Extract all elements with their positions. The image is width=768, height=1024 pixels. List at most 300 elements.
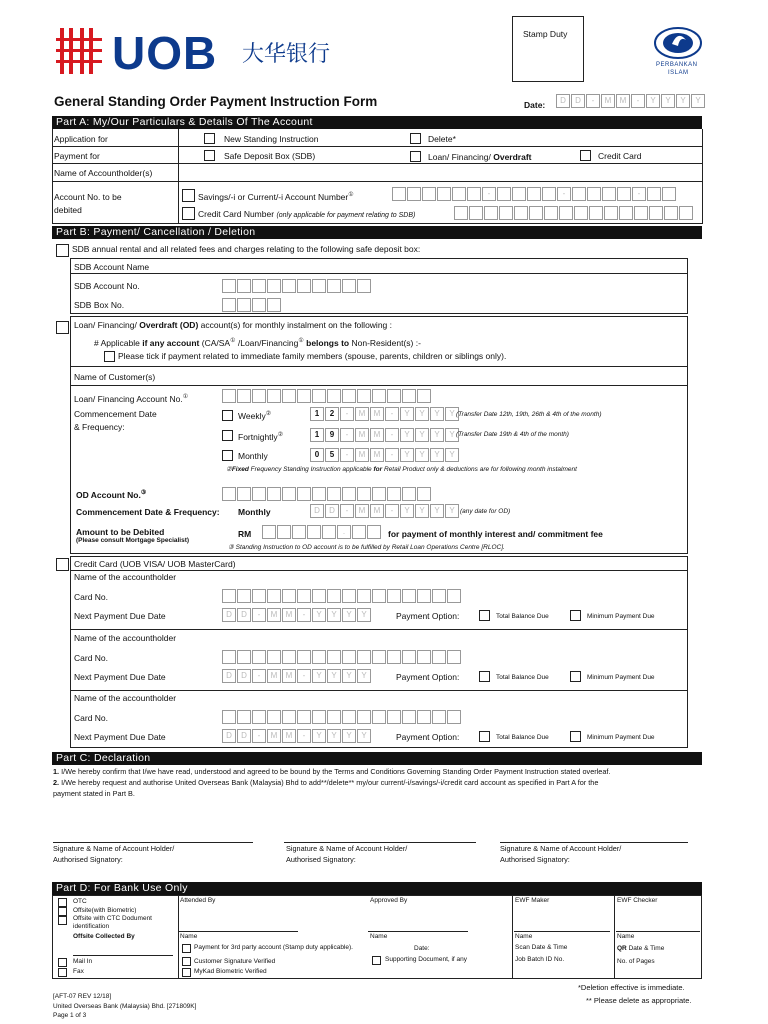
digit-cell[interactable]: Y [430,428,444,442]
digit-cell[interactable]: D [237,729,251,743]
savings-current-checkbox[interactable] [182,189,195,202]
stamp-duty-label: Stamp Duty [523,29,568,39]
digit-cell[interactable]: M [355,428,369,442]
digit-cell[interactable]: M [267,608,281,622]
digit-cell[interactable]: M [601,94,615,108]
digit-cell[interactable]: D [325,504,339,518]
digit-cell[interactable] [454,206,468,220]
digit-cell[interactable] [602,187,616,201]
loan-checkbox[interactable] [410,151,421,162]
card-no-input[interactable] [222,710,462,724]
digit-cell[interactable]: Y [646,94,660,108]
perbankan-text: PERBANKAN [656,62,698,68]
digit-cell[interactable] [252,279,266,293]
account-no-label-2: debited [54,205,82,215]
digit-cell[interactable] [447,589,461,603]
page-number: Page 1 of 3 [53,1012,87,1019]
digit-cell[interactable] [484,206,498,220]
sdb-intro: SDB annual rental and all related fees and charges relating to the following safe deposit box: [72,244,421,254]
digit-cell[interactable] [357,389,371,403]
od-monthly-label: Monthly [238,507,271,517]
digit-cell[interactable] [297,487,311,501]
digit-cell[interactable] [544,206,558,220]
amount-input[interactable]: . [262,525,382,539]
digit-cell[interactable] [277,525,291,539]
digit-cell[interactable]: D [222,669,236,683]
digit-cell[interactable] [252,710,266,724]
digit-cell[interactable] [222,298,236,312]
digit-cell[interactable] [662,187,676,201]
account-no-label-1: Account No. to be [54,192,122,202]
digit-cell[interactable]: Y [312,669,326,683]
digit-cell[interactable] [327,650,341,664]
digit-cell[interactable] [327,389,341,403]
digit-cell[interactable] [237,279,251,293]
digit-cell[interactable] [282,650,296,664]
total-balance-checkbox[interactable] [479,731,490,742]
digit-cell[interactable] [402,487,416,501]
credit-card-number-input[interactable] [454,206,694,220]
digit-cell[interactable] [529,206,543,220]
digit-cell[interactable] [297,589,311,603]
next-due-input[interactable]: D D - M M - Y Y Y Y [222,669,372,683]
digit-cell[interactable] [422,187,436,201]
savings-account-input[interactable]: - - - [392,187,677,201]
digit-cell[interactable] [342,650,356,664]
digit-cell[interactable] [447,710,461,724]
digit-cell[interactable] [237,710,251,724]
digit-cell[interactable] [417,710,431,724]
digit-cell[interactable]: Y [312,729,326,743]
sdb-account-no-input[interactable] [222,279,372,293]
fortnightly-date-input[interactable]: 1 9 - M M - Y Y Y Y [310,428,460,442]
digit-cell[interactable]: M [370,448,384,462]
digit-cell[interactable] [407,187,421,201]
digit-cell[interactable]: Y [342,608,356,622]
digit-cell[interactable] [222,487,236,501]
digit-cell[interactable] [312,650,326,664]
digit-cell[interactable]: Y [415,428,429,442]
card-no-input[interactable] [222,589,462,603]
fortnightly-label: Fortnightly② [238,431,284,442]
digit-cell[interactable] [497,187,511,201]
digit-cell[interactable] [267,487,281,501]
digit-cell[interactable]: Y [327,729,341,743]
otc-checkbox[interactable] [58,898,67,907]
digit-cell[interactable] [372,589,386,603]
digit-cell[interactable]: Y [357,669,371,683]
digit-cell[interactable]: M [282,669,296,683]
loan-account-no-label: Loan/ Financing Account No.① [74,393,189,404]
date-input[interactable]: D D - M M - Y Y Y Y [556,94,706,108]
islam-text: ISLAM [668,70,689,76]
digit-cell[interactable] [402,650,416,664]
card-holder-label: Name of the accountholder [74,633,177,643]
islamic-banking-icon [650,24,706,62]
digit-cell[interactable] [447,650,461,664]
digit-cell[interactable] [432,710,446,724]
digit-cell[interactable] [372,710,386,724]
digit-cell[interactable] [387,389,401,403]
digit-cell[interactable]: Y [400,407,414,421]
sdb-payment-checkbox[interactable] [56,244,69,257]
digit-cell[interactable] [282,487,296,501]
total-balance-checkbox[interactable] [479,671,490,682]
digit-cell[interactable]: D [237,669,251,683]
uob-logo [56,27,336,79]
digit-cell[interactable]: Y [445,407,459,421]
digit-cell[interactable]: Y [400,428,414,442]
new-standing-checkbox[interactable] [204,133,215,144]
digit-cell[interactable] [589,206,603,220]
digit-cell[interactable] [342,487,356,501]
accountholder-name-field[interactable] [180,165,700,179]
credit-card-payment-checkbox[interactable] [56,558,69,571]
digit-cell[interactable]: Y [430,407,444,421]
form-code: [AFT-07 REV 12/18] [53,993,112,1000]
perbankan-islam-logo [650,24,706,80]
digit-cell[interactable] [372,487,386,501]
digit-cell[interactable]: M [282,608,296,622]
supporting-doc-checkbox[interactable] [372,956,381,965]
no-pages-label: No. of Pages [617,958,655,965]
signatory-label-3: Authorised Signatory: [500,855,570,864]
mykad-checkbox[interactable] [182,968,191,977]
monthly-label: Monthly [238,451,268,461]
digit-cell[interactable]: Y [415,407,429,421]
digit-cell[interactable] [604,206,618,220]
digit-cell[interactable]: 2 [325,407,339,421]
loan-account-no-input[interactable] [222,389,432,403]
digit-cell[interactable] [357,650,371,664]
digit-cell[interactable]: Y [342,669,356,683]
digit-cell[interactable] [282,279,296,293]
digit-cell[interactable] [222,710,236,724]
digit-cell[interactable] [282,710,296,724]
digit-cell[interactable] [312,487,326,501]
digit-cell[interactable] [619,206,633,220]
next-due-label: Next Payment Due Date [74,732,166,742]
digit-cell[interactable] [222,389,236,403]
od-account-no-input[interactable] [222,487,432,501]
card-no-input[interactable] [222,650,462,664]
digit-cell[interactable] [282,589,296,603]
minimum-payment-checkbox[interactable] [570,731,581,742]
digit-cell[interactable] [572,187,586,201]
digit-cell[interactable] [297,710,311,724]
minimum-payment-label: Minimum Payment Due [587,613,655,620]
digit-cell[interactable] [417,650,431,664]
digit-cell[interactable] [559,206,573,220]
digit-cell[interactable] [252,589,266,603]
credit-card-checkbox[interactable] [580,150,591,161]
digit-cell[interactable]: Y [327,608,341,622]
signature-label-1: Signature & Name of Account Holder/ [53,844,175,853]
digit-cell[interactable] [267,589,281,603]
credit-card-number-checkbox[interactable] [182,207,195,220]
sdb-details-box [70,258,688,314]
digit-cell[interactable]: Y [445,448,459,462]
commencement-label-1: Commencement Date [74,409,157,419]
digit-cell[interactable]: D [222,729,236,743]
loan-od-checkbox[interactable] [56,321,69,334]
declaration-2b: payment stated in Part B. [53,789,135,798]
weekly-note: (Transfer Date 12th, 19th, 26th & 4th of the month) [456,411,602,418]
digit-cell[interactable] [469,206,483,220]
digit-cell[interactable]: Y [357,608,371,622]
digit-cell[interactable] [237,389,251,403]
digit-cell[interactable] [664,206,678,220]
digit-cell[interactable] [312,710,326,724]
declaration-2a: 2. I/We hereby request and authorise United Overseas Bank (Malaysia) Bhd to add**/delete** my/our current/-i/savings/-i/credit card account as specified in Part A for the [53,778,599,787]
digit-cell[interactable] [237,298,251,312]
digit-cell[interactable]: Y [445,428,459,442]
od-date-input[interactable]: D D - M M - Y Y Y Y [310,504,460,518]
digit-cell[interactable]: M [616,94,630,108]
card-no-label: Card No. [74,653,109,663]
digit-cell[interactable]: Y [342,729,356,743]
family-member-label: Please tick if payment related to immediate family members (spouse, parents, children or siblings only). [118,351,507,361]
digit-cell[interactable] [402,710,416,724]
digit-cell[interactable] [322,525,336,539]
digit-cell[interactable]: Y [676,94,690,108]
digit-cell[interactable]: M [282,729,296,743]
digit-cell[interactable] [252,389,266,403]
next-due-input[interactable]: D D - M M - Y Y Y Y [222,729,372,743]
digit-cell[interactable]: Y [400,448,414,462]
digit-cell[interactable]: M [355,407,369,421]
minimum-payment-label: Minimum Payment Due [587,674,655,681]
digit-cell[interactable] [267,650,281,664]
offsite-biometric-label: Offsite(with Biometric) [73,907,137,914]
digit-cell[interactable] [402,589,416,603]
card-no-label: Card No. [74,592,109,602]
digit-cell[interactable] [649,206,663,220]
date-label: Date: [524,100,546,110]
digit-cell[interactable] [587,187,601,201]
digit-cell[interactable] [387,487,401,501]
minimum-payment-label: Minimum Payment Due [587,734,655,741]
digit-cell[interactable] [312,389,326,403]
total-balance-checkbox[interactable] [479,610,490,621]
next-due-input[interactable]: D D - M M - Y Y Y Y [222,608,372,622]
digit-cell[interactable] [372,389,386,403]
digit-cell[interactable] [417,389,431,403]
for-payment-label: for payment of monthly interest and/ commitment fee [388,529,603,539]
digit-cell[interactable] [292,525,306,539]
digit-cell[interactable]: M [267,669,281,683]
digit-cell[interactable]: M [370,428,384,442]
digit-cell[interactable]: D [571,94,585,108]
digit-cell[interactable] [387,650,401,664]
digit-cell[interactable] [327,279,341,293]
digit-cell[interactable]: Y [415,448,429,462]
delete-label: Delete* [428,134,456,144]
digit-cell[interactable] [387,710,401,724]
card-holder-label: Name of the accountholder [74,693,177,703]
digit-cell[interactable] [252,487,266,501]
weekly-date-input[interactable]: 1 2 - M M - Y Y Y Y [310,407,460,421]
digit-cell[interactable] [252,298,266,312]
customer-signature-label: Customer Signature Verified [194,958,276,965]
digit-cell[interactable] [342,589,356,603]
digit-cell[interactable]: Y [661,94,675,108]
digit-cell[interactable] [327,487,341,501]
total-balance-label: Total Balance Due [496,674,549,681]
digit-cell[interactable] [297,389,311,403]
digit-cell[interactable]: 1 [310,428,324,442]
mail-in-checkbox[interactable] [58,958,67,967]
digit-cell[interactable] [352,525,366,539]
digit-cell[interactable]: Y [312,608,326,622]
fax-checkbox[interactable] [58,968,67,977]
signatory-label-2: Authorised Signatory: [286,855,356,864]
delete-checkbox[interactable] [410,133,421,144]
digit-cell[interactable] [267,279,281,293]
minimum-payment-checkbox[interactable] [570,671,581,682]
digit-cell[interactable] [297,650,311,664]
digit-cell[interactable] [527,187,541,201]
digit-cell[interactable] [679,206,693,220]
deletion-note: *Deletion effective is immediate. [578,983,685,992]
digit-cell[interactable]: Y [400,504,414,518]
digit-cell[interactable] [437,187,451,201]
total-balance-label: Total Balance Due [496,613,549,620]
digit-cell[interactable]: 1 [310,407,324,421]
digit-cell[interactable] [467,187,481,201]
loan-label: Loan/ Financing/ Overdraft [428,152,532,162]
digit-cell[interactable]: M [370,407,384,421]
digit-cell[interactable] [357,710,371,724]
digit-cell[interactable]: M [370,504,384,518]
digit-cell[interactable] [222,279,236,293]
consult-note: (Please consult Mortgage Specialist) [76,537,190,544]
digit-cell[interactable] [237,650,251,664]
digit-cell[interactable]: Y [445,504,459,518]
digit-cell[interactable] [357,487,371,501]
digit-cell[interactable]: Y [430,448,444,462]
digit-cell[interactable] [282,389,296,403]
digit-cell[interactable] [307,525,321,539]
digit-cell[interactable] [499,206,513,220]
digit-cell[interactable] [267,298,281,312]
digit-cell[interactable]: D [237,608,251,622]
new-standing-label: New Standing Instruction [224,134,319,144]
weekly-checkbox[interactable] [222,410,233,421]
sdb-checkbox[interactable] [204,150,215,161]
digit-cell[interactable] [647,187,661,201]
payment-option-label: Payment Option: [396,672,460,682]
mykad-label: MyKad Biometric Verified [194,968,267,975]
offsite-biometric-checkbox[interactable] [58,907,67,916]
minimum-payment-checkbox[interactable] [570,610,581,621]
payment-for-label: Payment for [54,151,100,161]
digit-cell[interactable]: Y [430,504,444,518]
digit-cell[interactable] [267,710,281,724]
digit-cell[interactable] [222,650,236,664]
digit-cell[interactable]: Y [691,94,705,108]
digit-cell[interactable] [262,525,276,539]
digit-cell[interactable] [342,389,356,403]
digit-cell[interactable] [367,525,381,539]
digit-cell[interactable]: 0 [310,448,324,462]
scan-date-label: Scan Date & Time [515,944,568,951]
family-member-checkbox[interactable] [104,351,115,362]
next-due-label: Next Payment Due Date [74,611,166,621]
bank-name: UOB [112,27,218,79]
sdb-box-no-label: SDB Box No. [74,300,125,310]
digit-cell[interactable] [357,589,371,603]
third-party-checkbox[interactable] [182,944,191,953]
digit-cell[interactable]: D [222,608,236,622]
customer-signature-checkbox[interactable] [182,957,191,966]
sdb-account-no-label: SDB Account No. [74,281,140,291]
otc-label: OTC [73,898,87,905]
digit-cell[interactable] [512,187,526,201]
digit-cell[interactable] [432,589,446,603]
digit-cell[interactable] [342,710,356,724]
digit-cell[interactable] [392,187,406,201]
digit-cell[interactable] [252,650,266,664]
monthly-checkbox[interactable] [222,450,233,461]
monthly-date-input[interactable]: 0 5 - M M - Y Y Y Y [310,448,460,462]
offsite-ctc-checkbox[interactable] [58,916,67,925]
digit-cell[interactable] [514,206,528,220]
digit-cell[interactable] [372,650,386,664]
digit-cell[interactable] [327,710,341,724]
digit-cell[interactable]: M [267,729,281,743]
part-b-header: Part B: Payment/ Cancellation / Deletion [52,226,702,239]
payment-option-label: Payment Option: [396,611,460,621]
digit-cell[interactable]: Y [327,669,341,683]
fortnightly-checkbox[interactable] [222,430,233,441]
digit-cell[interactable] [327,589,341,603]
digit-cell[interactable] [312,589,326,603]
digit-cell[interactable]: Y [357,729,371,743]
digit-cell[interactable]: 5 [325,448,339,462]
weekly-label: Weekly② [238,410,272,421]
sdb-box-no-input[interactable] [222,298,282,312]
digit-cell[interactable] [574,206,588,220]
digit-cell[interactable] [452,187,466,201]
digit-cell[interactable] [542,187,556,201]
digit-cell[interactable] [237,487,251,501]
digit-cell[interactable]: Y [415,504,429,518]
approved-by-label: Approved By [370,897,408,904]
digit-cell[interactable] [267,389,281,403]
digit-cell[interactable] [237,589,251,603]
digit-cell[interactable]: M [355,448,369,462]
digit-cell[interactable] [357,279,371,293]
digit-cell[interactable]: M [355,504,369,518]
digit-cell[interactable] [312,279,326,293]
digit-cell[interactable] [342,279,356,293]
company-name: United Overseas Bank (Malaysia) Bhd. [271809K] [53,1003,197,1010]
digit-cell[interactable] [387,589,401,603]
digit-cell[interactable]: D [310,504,324,518]
credit-card-label: Credit Card [598,151,642,161]
digit-cell[interactable] [402,389,416,403]
digit-cell[interactable] [432,650,446,664]
digit-cell[interactable] [222,589,236,603]
digit-cell[interactable]: D [556,94,570,108]
digit-cell[interactable] [617,187,631,201]
digit-cell[interactable]: 9 [325,428,339,442]
digit-cell[interactable] [417,589,431,603]
digit-cell[interactable] [417,487,431,501]
digit-cell[interactable] [634,206,648,220]
digit-cell[interactable] [297,279,311,293]
